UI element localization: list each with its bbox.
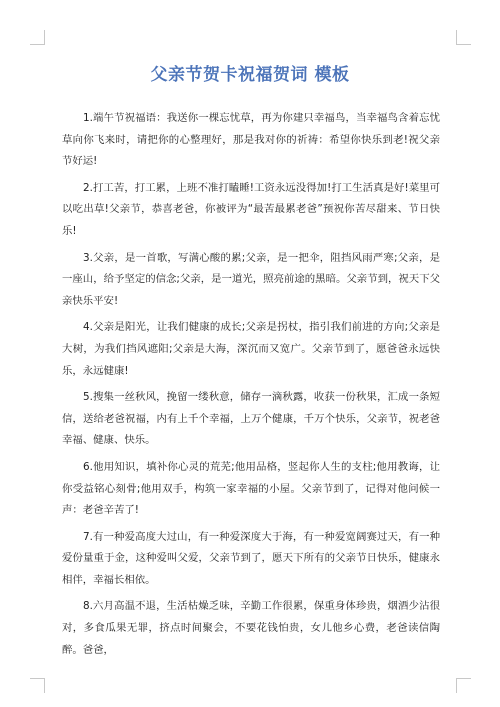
paragraph-2: 2.打工苦，打工累，上班不准打瞌睡!工资永远没得加!打工生活真是好!菜里可以吃出草!父亲节，恭喜老爸，你被评为“最苦最累老爸”预祝你苦尽甜来、节日快乐! — [62, 181, 440, 237]
document-body — [62, 108, 440, 666]
paragraph-8: 8.六月高温不退，生活枯燥乏味，辛勤工作很累，保重身体珍贵，烟酒少沾很对，多食瓜果无罪，挤点时间聚会，不要花钱怕贵，女儿他乡心费，老爸读信陶醉。爸爸， — [62, 600, 440, 656]
paragraph-7: 7.有一种爱高度大过山，有一种爱深度大于海，有一种爱宽阔赛过天，有一种爱份量重于金，这种爱叫父爱，父亲节到了，愿天下所有的父亲节日快乐，健康永相伴，幸福长相依。 — [62, 530, 440, 586]
document-title: 父亲节贺卡祝福贺词 模板 — [150, 65, 350, 85]
paragraph-6: 6.他用知识，填补你心灵的荒芜;他用品格，竖起你人生的支柱;他用教诲，让你受益铭心刻骨;他用双手，构筑一家幸福的小屋。父亲节到了，记得对他问候一声：老爸辛苦了! — [62, 460, 440, 517]
paragraph-4: 4.父亲是阳光，让我们健康的成长;父亲是拐杖，指引我们前进的方向;父亲是大树，为我们挡风遮阳;父亲是大海，深沉而又宽广。父亲节到了，愿爸爸永远快乐，永远健康! — [62, 321, 440, 377]
crop-mark-top-left — [30, 30, 45, 45]
paragraph-1: 1.端午节祝福语：我送你一棵忘忧草，再为你建只幸福鸟，当幸福鸟含着忘忧草向你飞来时，请把你的心整理好，那是我对你的祈祷：希望你快乐到老!祝父亲节好运! — [62, 112, 440, 168]
crop-mark-top-right — [456, 30, 471, 45]
paragraph-5: 5.搜集一丝秋风，挽留一缕秋意，储存一滴秋露，收获一份秋果，汇成一条短信，送给老爸祝福，内有上千个幸福，上万个健康，千万个快乐，父亲节，祝老爸幸福、健康、快乐。 — [62, 391, 440, 447]
paragraph-3: 3.父亲，是一首歌，写满心酸的累;父亲，是一把伞，阻挡风雨严寒;父亲，是一座山，给予坚定的信念;父亲，是一道光，照亮前途的黑暗。父亲节到，祝天下父亲快乐平安! — [62, 251, 440, 307]
crop-mark-bottom-left — [30, 678, 45, 693]
crop-mark-bottom-right — [456, 678, 471, 693]
